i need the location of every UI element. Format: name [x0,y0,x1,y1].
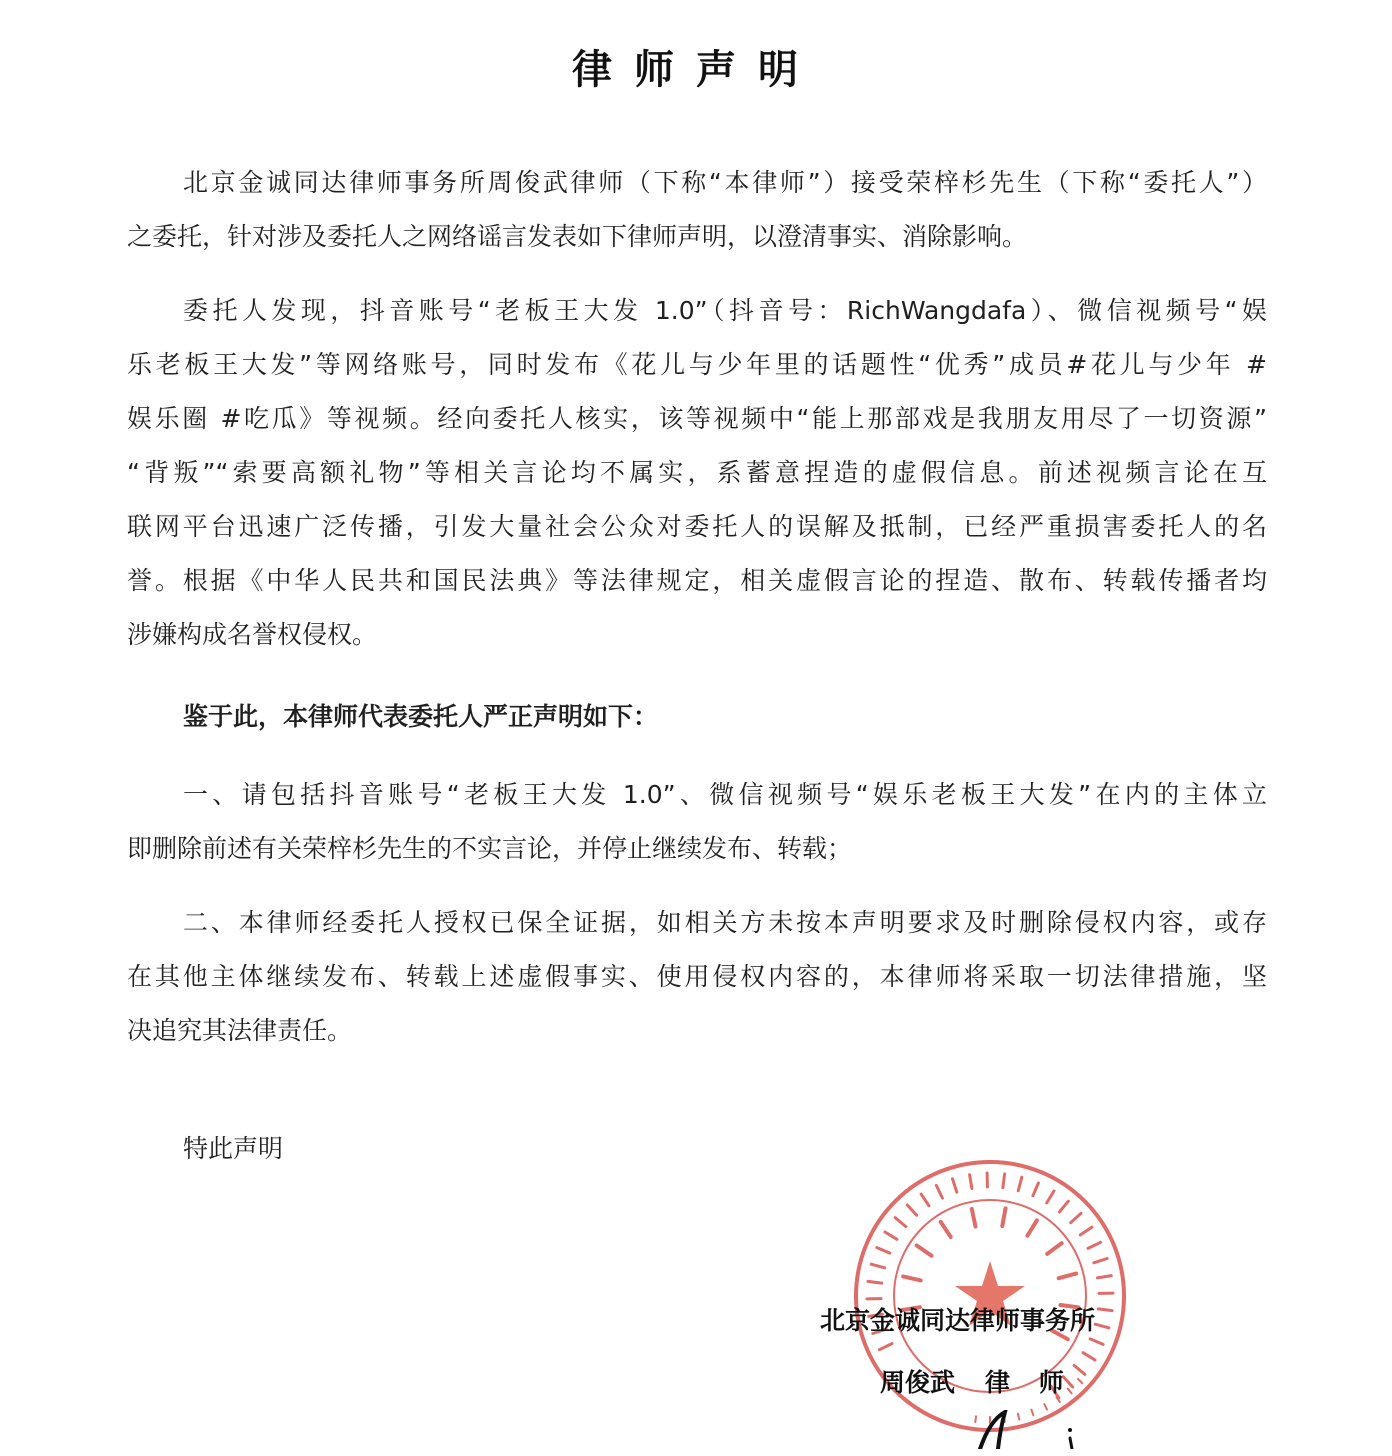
text-line: 涉嫌构成名誉权侵权。 [127,608,1267,662]
text-line: 二、本律师经委托人授权已保全证据，如相关方未按本声明要求及时删除侵权内容，或存 [127,896,1267,950]
seal-glyph-mark [1088,1242,1101,1248]
seal-glyph-mark [879,1344,892,1350]
seal-glyph-mark [921,1194,929,1206]
seal-glyph-mark [1080,1227,1092,1235]
text-line: 鉴于此，本律师代表委托人严正声明如下： [127,690,1267,744]
signature-area [127,1156,1267,1456]
text-line: 乐老板王大发”等网络账号，同时发布《花儿与少年里的话题性“优秀”成员#花儿与少年 # [127,338,1267,392]
text-line: “背叛”“索要高额礼物”等相关言论均不属实，系蓄意捏造的虚假信息。前述视频言论在互 [127,446,1267,500]
seal-glyph-mark [1002,1208,1005,1226]
seal-glyph-mark [936,1185,942,1198]
seal-glyph-mark [1044,1404,1047,1409]
paragraph-item-1 [127,768,1267,876]
seal-glyph-mark [1059,1201,1068,1212]
paragraph-item-2 [127,896,1267,1058]
seal-glyph-mark [1003,1174,1005,1188]
seal-glyph-mark [877,1248,890,1254]
seal-glyph-mark [1083,1353,1095,1360]
seal-glyph-mark [1074,1365,1085,1374]
text-line: 委托人发现，抖音账号“老板王大发 1.0”（抖音号：RichWangdafa）、微信视频号“娱 [127,284,1267,338]
seal-glyph-mark [1078,1379,1082,1383]
text-line: 之委托，针对涉及委托人之网络谣言发表如下律师声明，以澄清事实、消除影响。 [127,210,1267,264]
text-line: 娱乐圈 #吃瓜》等视频。经向委托人核实，该等视频中“能上那部戏是我朋友用尽了一切资源” [127,392,1267,446]
text-line: 一、请包括抖音账号“老板王大发 1.0”、微信视频号“娱乐老板王大发”在内的主体立 [127,768,1267,822]
text-line: 联网平台迅速广泛传播，引发大量社会公众对委托人的误解及抵制，已经严重损害委托人的名 [127,500,1267,554]
seal-glyph-mark [1094,1259,1107,1263]
text-line: 特此声明 [127,1122,1267,1176]
seal-glyph-mark [1018,1177,1022,1191]
seal-glyph-mark [903,1276,921,1280]
text-line: 即删除前述有关荣梓杉先生的不实言论，并停止继续发布、转载； [127,822,1267,876]
seal-glyph-mark [871,1264,885,1268]
text-line: 北京金诚同达律师事务所周俊武律师（下称“本律师”）接受荣梓杉先生（下称“委托人”） [127,156,1267,210]
seal-glyph-mark [1098,1276,1112,1278]
seal-glyph-mark [1090,1339,1103,1345]
paragraph-intro [127,156,1267,264]
seal-glyph-mark [1027,1220,1037,1235]
seal-glyph-mark [1095,1324,1109,1328]
seal-glyph-mark [970,1175,972,1189]
seal-glyph-mark [907,1205,916,1215]
seal-glyph-mark [1033,1183,1039,1196]
seal-glyph-mark [1098,1309,1112,1311]
seal-glyph-mark [917,1246,932,1256]
seal-glyph-mark [941,1222,951,1237]
seal-glyph-mark [895,1218,906,1227]
text-line: 决追究其法律责任。 [127,1004,1267,1058]
seal-glyph-mark [953,1179,957,1192]
signature-organization: 北京金诚同达律师事务所 [820,1304,1095,1338]
paragraph-facts [127,284,1267,662]
seal-glyph-mark [1047,1191,1054,1203]
seal-glyph-mark [972,1209,976,1227]
text-line: 在其他主体继续发布、转载上述虚假事实、使用侵权内容的，本律师将采取一切法律措施，坚 [127,950,1267,1004]
seal-glyph-mark [1047,1243,1062,1254]
seal-glyph-mark [1059,1274,1076,1279]
document-title: 律师声明 [0,0,1392,100]
document-body [127,100,1267,1456]
seal-glyph-mark [868,1281,882,1283]
handwritten-signature [960,1410,1090,1449]
text-line: 誉。根据《中华人民共和国民法典》等法律规定，相关虚假言论的捏造、散布、转载传播者均 [127,554,1267,608]
seal-glyph-mark [1071,1213,1081,1222]
lawyer-name: 周俊武 [880,1368,955,1397]
lawyer-role: 律 师 [985,1368,1074,1397]
seal-glyph-mark [885,1232,897,1239]
paragraph-declaration-lead [127,690,1267,744]
signature-lawyer [880,1366,1074,1400]
